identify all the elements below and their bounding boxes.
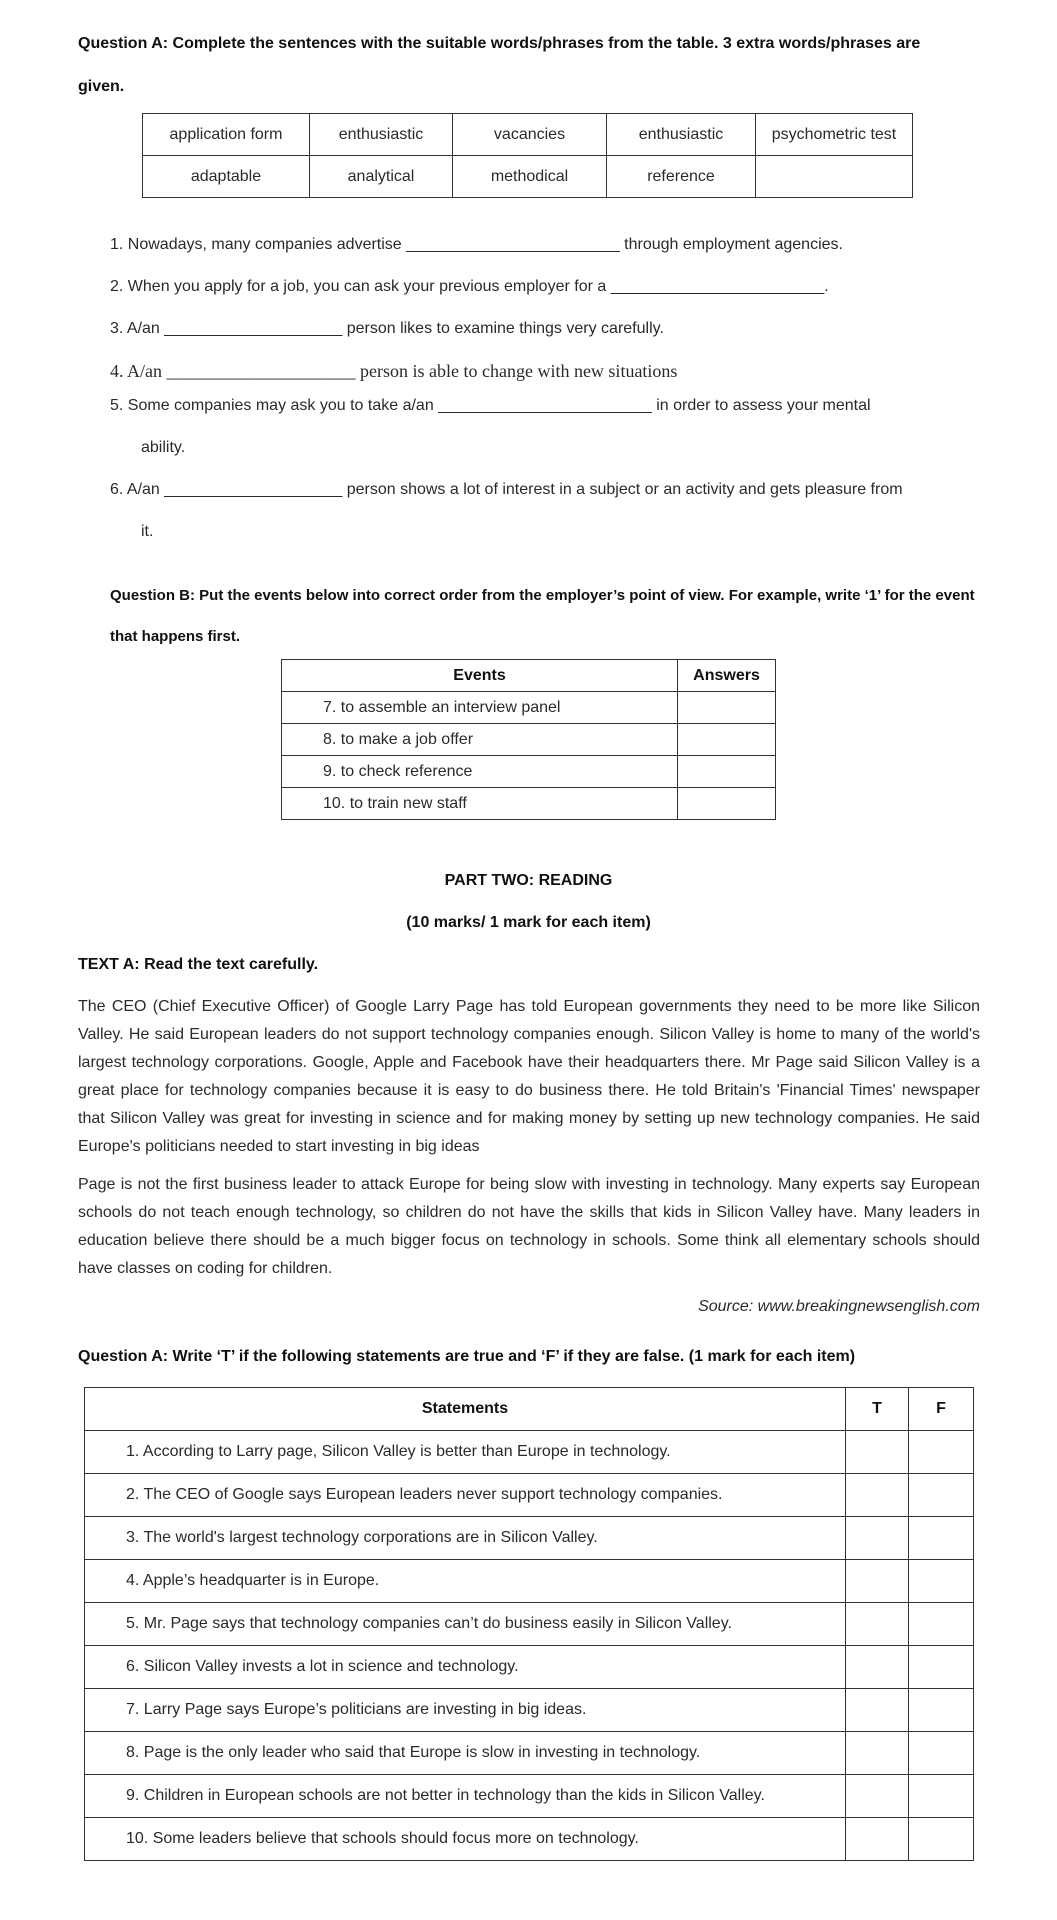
- false-cell[interactable]: [909, 1517, 974, 1560]
- sentence-1: [110, 235, 843, 255]
- sentence-text: 6. A/an: [110, 481, 160, 498]
- true-cell[interactable]: [846, 1818, 909, 1861]
- sentence-text: through employment agencies.: [624, 236, 843, 253]
- false-cell[interactable]: [909, 1689, 974, 1732]
- statement-cell: 3. The world's largest technology corporations are in Silicon Valley.: [85, 1517, 846, 1560]
- answer-blank[interactable]: _____________________: [166, 361, 356, 381]
- answer-blank[interactable]: ____________________: [164, 320, 343, 337]
- sentence-text: person shows a lot of interest in a subject or an activity and gets pleasure from: [346, 481, 903, 498]
- sentence-3: [110, 319, 664, 339]
- sentence-4: [110, 361, 677, 381]
- answer-blank[interactable]: ________________________.: [610, 278, 829, 295]
- sentence-text: person is able to change with new situations: [360, 361, 678, 381]
- question-a-instruction-cont: given.: [78, 78, 125, 95]
- word-cell: vacancies: [453, 114, 607, 156]
- table-row: [85, 1775, 974, 1818]
- table-row: [85, 1560, 974, 1603]
- false-cell[interactable]: [909, 1474, 974, 1517]
- true-cell[interactable]: [846, 1431, 909, 1474]
- answer-blank[interactable]: ________________________: [438, 397, 652, 414]
- true-cell[interactable]: [846, 1646, 909, 1689]
- false-cell[interactable]: [909, 1775, 974, 1818]
- sentence-6-cont: it.: [141, 523, 154, 540]
- statement-cell: 1. According to Larry page, Silicon Valley is better than Europe in technology.: [85, 1431, 846, 1474]
- sentence-5: [110, 396, 871, 416]
- word-cell: application form: [143, 114, 310, 156]
- table-row: [85, 1431, 974, 1474]
- statement-cell: 6. Silicon Valley invests a lot in science and technology.: [85, 1646, 846, 1689]
- table-row: [282, 692, 776, 724]
- sentence-text: person likes to examine things very carefully.: [346, 320, 664, 337]
- sentence-text: 4. A/an: [110, 361, 162, 381]
- answer-cell[interactable]: [678, 724, 776, 756]
- text-a-heading: TEXT A: Read the text carefully.: [78, 956, 319, 973]
- statement-cell: 10. Some leaders believe that schools should focus more on technology.: [85, 1818, 846, 1861]
- true-cell[interactable]: [846, 1775, 909, 1818]
- statement-cell: 4. Apple’s headquarter is in Europe.: [85, 1560, 846, 1603]
- sentence-text: in order to assess your mental: [656, 397, 871, 414]
- event-cell: 9. to check reference: [282, 756, 678, 788]
- text-a-paragraph-2: Page is not the first business leader to attack Europe for being slow with investing in technology. Many experts say European schools do not teach enough technology, so children do not have the skills that kids in Silicon Valley have. Many leaders in education believe there should be a much bigger focus on technology in schools. Some think all elementary schools should have classes on coding for children.: [78, 1176, 980, 1277]
- answer-cell[interactable]: [678, 788, 776, 820]
- answer-blank[interactable]: ____________________: [164, 481, 343, 498]
- table-row: [85, 1689, 974, 1732]
- false-cell[interactable]: [909, 1818, 974, 1861]
- table-row: [85, 1603, 974, 1646]
- word-cell: [756, 156, 913, 198]
- false-cell[interactable]: [909, 1646, 974, 1689]
- word-cell: enthusiastic: [310, 114, 453, 156]
- word-table-row: [143, 114, 913, 156]
- sentence-6: [110, 480, 903, 500]
- sentence-text: 2. When you apply for a job, you can ask your previous employer for a: [110, 278, 607, 295]
- word-cell: psychometric test: [756, 114, 913, 156]
- false-cell[interactable]: [909, 1603, 974, 1646]
- table-row: [282, 756, 776, 788]
- table-row: [85, 1646, 974, 1689]
- true-cell[interactable]: [846, 1560, 909, 1603]
- events-header: Events: [282, 660, 678, 692]
- true-header: T: [846, 1388, 909, 1431]
- statements-header: Statements: [85, 1388, 846, 1431]
- word-cell: enthusiastic: [607, 114, 756, 156]
- question-b-instruction-cont: that happens first.: [110, 628, 241, 645]
- answer-cell[interactable]: [678, 756, 776, 788]
- answer-blank[interactable]: ________________________: [406, 236, 620, 253]
- events-table: [281, 659, 776, 820]
- word-cell: methodical: [453, 156, 607, 198]
- sentence-text: 5. Some companies may ask you to take a/an: [110, 397, 434, 414]
- word-table: [142, 113, 913, 198]
- word-table-row: [143, 156, 913, 198]
- false-cell[interactable]: [909, 1732, 974, 1775]
- answers-header: Answers: [678, 660, 776, 692]
- part-two-title: PART TWO: READING: [444, 872, 613, 889]
- sentence-text: 1. Nowadays, many companies advertise: [110, 236, 402, 253]
- table-row: [282, 788, 776, 820]
- statement-cell: 7. Larry Page says Europe’s politicians are investing in big ideas.: [85, 1689, 846, 1732]
- true-cell[interactable]: [846, 1689, 909, 1732]
- false-cell[interactable]: [909, 1431, 974, 1474]
- events-header-row: [282, 660, 776, 692]
- table-row: [282, 724, 776, 756]
- table-row: [85, 1517, 974, 1560]
- event-cell: 10. to train new staff: [282, 788, 678, 820]
- statements-header-row: [85, 1388, 974, 1431]
- false-header: F: [909, 1388, 974, 1431]
- true-cell[interactable]: [846, 1603, 909, 1646]
- statement-cell: 9. Children in European schools are not better in technology than the kids in Silicon Valley.: [85, 1775, 846, 1818]
- statement-cell: 5. Mr. Page says that technology companies can’t do business easily in Silicon Valley.: [85, 1603, 846, 1646]
- statement-cell: 8. Page is the only leader who said that Europe is slow in investing in technology.: [85, 1732, 846, 1775]
- word-cell: adaptable: [143, 156, 310, 198]
- source-citation: Source: www.breakingnewsenglish.com: [698, 1298, 980, 1315]
- true-cell[interactable]: [846, 1732, 909, 1775]
- sentence-5-cont: ability.: [141, 439, 186, 456]
- word-cell: analytical: [310, 156, 453, 198]
- part-two-marks: (10 marks/ 1 mark for each item): [406, 914, 651, 931]
- answer-cell[interactable]: [678, 692, 776, 724]
- false-cell[interactable]: [909, 1560, 974, 1603]
- reading-question-a-instruction: Question A: Write ‘T’ if the following statements are true and ‘F’ if they are false. (1 mark for each item): [78, 1348, 856, 1365]
- statements-table: [84, 1387, 974, 1861]
- question-b-instruction: Question B: Put the events below into correct order from the employer’s point of view. For example, write ‘1’ for the event: [110, 587, 975, 604]
- true-cell[interactable]: [846, 1517, 909, 1560]
- true-cell[interactable]: [846, 1474, 909, 1517]
- event-cell: 8. to make a job offer: [282, 724, 678, 756]
- table-row: [85, 1818, 974, 1861]
- sentence-2: [110, 277, 829, 297]
- question-a-instruction: Question A: Complete the sentences with the suitable words/phrases from the table. 3 extra words/phrases are: [78, 35, 921, 52]
- event-cell: 7. to assemble an interview panel: [282, 692, 678, 724]
- table-row: [85, 1474, 974, 1517]
- statement-cell: 2. The CEO of Google says European leaders never support technology companies.: [85, 1474, 846, 1517]
- word-cell: reference: [607, 156, 756, 198]
- table-row: [85, 1732, 974, 1775]
- text-a-paragraph-1: The CEO (Chief Executive Officer) of Google Larry Page has told European governments they need to be more like Silicon Valley. He said European leaders do not support technology companies enough. Silicon Valley is home to many of the world's largest technology corporations. Google, Apple and Facebook have their headquarters there. Mr Page said Silicon Valley is a great place for technology companies because it is easy to do business there. He told Britain's 'Financial Times' newspaper that Silicon Valley was great for investing in science and for making money by setting up new technology companies. He said Europe's politicians needed to start investing in big ideas: [78, 998, 980, 1155]
- sentence-text: 3. A/an: [110, 320, 160, 337]
